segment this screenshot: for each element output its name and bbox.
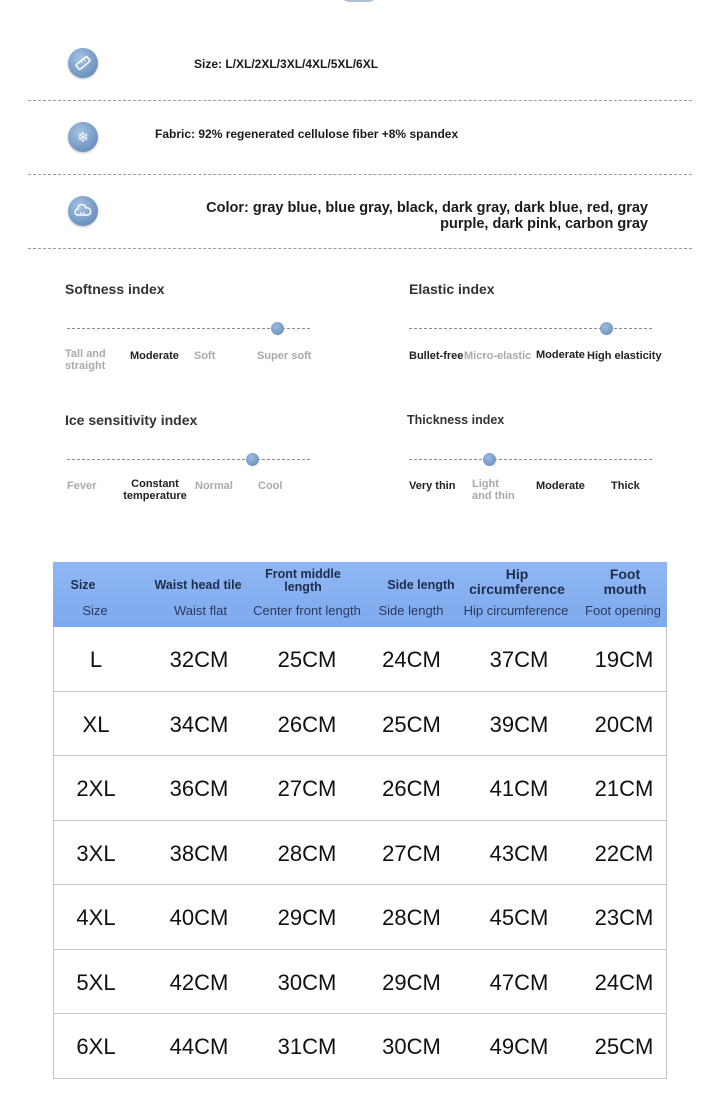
- cell-size: 6XL: [76, 1034, 116, 1059]
- elastic-level-2: Micro-elastic: [464, 350, 532, 362]
- elastic-knob: [600, 322, 613, 335]
- header-waist-sub: Waist flat: [174, 603, 227, 618]
- cell-foot: 21CM: [594, 776, 654, 801]
- softness-index-title: Softness index: [65, 281, 165, 297]
- softness-level-1: [65, 348, 106, 372]
- thickness-level-2-line-2: and thin: [472, 490, 515, 502]
- fabric-info: Fabric: 92% regenerated cellulose fiber +8% spandex: [155, 127, 459, 141]
- header-hip-sub: Hip circumference: [463, 603, 569, 618]
- header-foot-sub: Foot opening: [585, 603, 661, 618]
- softness-knob: [271, 322, 284, 335]
- ice-level-2: [120, 478, 190, 502]
- cell-front-length: 29CM: [277, 905, 337, 930]
- cell-waist: 38CM: [169, 840, 229, 866]
- cell-foot: 20CM: [594, 711, 654, 737]
- cell-front-length: 28CM: [277, 840, 337, 866]
- size-info: Size: L/XL/2XL/3XL/4XL/5XL/6XL: [194, 57, 379, 71]
- table-row: [53, 885, 667, 950]
- cell-size: L: [89, 647, 103, 672]
- cell-hip: 47CM: [489, 969, 549, 995]
- cell-hip: 41CM: [489, 776, 549, 801]
- color-info: [128, 200, 648, 232]
- divider: [28, 174, 692, 175]
- cell-side-length: 29CM: [382, 969, 441, 995]
- softness-level-1-line-1: Tall and: [65, 348, 106, 360]
- cell-side-length: 24CM: [382, 647, 441, 672]
- table-row: [53, 692, 667, 757]
- elastic-level-4: High elasticity: [587, 350, 662, 362]
- ice-index-title: Ice sensitivity index: [65, 412, 198, 428]
- cell-foot: 19CM: [594, 647, 654, 672]
- cell-side-length: 26CM: [382, 776, 441, 801]
- cell-waist: 36CM: [169, 776, 229, 801]
- table-row: [53, 950, 667, 1015]
- cell-front-length: 27CM: [277, 776, 337, 801]
- table-row: [53, 627, 667, 692]
- cell-side-length: 28CM: [382, 905, 441, 930]
- cell-waist: 40CM: [169, 905, 229, 930]
- header-hip-line-1: Hip: [505, 566, 529, 582]
- header-foot: [583, 567, 667, 597]
- cell-waist: 34CM: [169, 711, 229, 737]
- thickness-level-4: Thick: [611, 480, 640, 492]
- decorative-circle: [340, 0, 378, 2]
- cell-side-length: 30CM: [382, 1034, 441, 1059]
- table-row: [53, 821, 667, 886]
- cell-front-length: 25CM: [277, 647, 337, 672]
- ruler-icon: [68, 48, 98, 78]
- ice-level-2-line-2: temperature: [123, 490, 187, 502]
- cell-side-length: 25CM: [382, 711, 441, 737]
- color-info-line-1: Color: gray blue, blue gray, black, dark gray, dark blue, red, gray: [206, 200, 648, 216]
- header-size-sub: Size: [82, 603, 108, 618]
- size-chart-table: [53, 562, 667, 1079]
- header-front-length-line-2: length: [284, 580, 322, 594]
- elastic-level-3: Moderate: [536, 349, 585, 361]
- ice-level-2-line-1: Constant: [131, 478, 179, 490]
- ice-track: [67, 459, 310, 460]
- header-hip-line-2: circumference: [469, 581, 565, 597]
- color-info-line-2: purple, dark pink, carbon gray: [440, 216, 648, 232]
- cell-size: 4XL: [76, 905, 116, 930]
- thickness-level-3: Moderate: [536, 480, 585, 492]
- thickness-index-title: Thickness index: [407, 413, 505, 427]
- ice-knob: [246, 453, 259, 466]
- cell-size: 3XL: [76, 840, 116, 866]
- thickness-level-1: Very thin: [409, 480, 456, 492]
- cell-front-length: 31CM: [277, 1034, 337, 1059]
- thickness-knob: [483, 453, 496, 466]
- cell-side-length: 27CM: [382, 840, 441, 866]
- header-size: Size: [70, 578, 96, 592]
- cloud-icon: [68, 196, 98, 226]
- header-front-length-sub: Center front length: [253, 603, 361, 618]
- table-header: [53, 562, 667, 627]
- cell-hip: 43CM: [489, 840, 549, 866]
- cell-hip: 45CM: [489, 905, 549, 930]
- elastic-index-title: Elastic index: [409, 281, 495, 297]
- thickness-level-2: [472, 478, 515, 502]
- header-front-length: [248, 568, 358, 594]
- ice-level-1: Fever: [67, 480, 97, 492]
- cell-hip: 37CM: [489, 647, 549, 672]
- header-side-length: Side length: [387, 578, 455, 592]
- softness-level-1-line-2: straight: [65, 360, 106, 372]
- cell-foot: 23CM: [594, 905, 654, 930]
- divider: [28, 248, 692, 249]
- cell-waist: 44CM: [169, 1034, 229, 1059]
- softness-level-4: Super soft: [257, 350, 312, 362]
- softness-level-3: Soft: [194, 350, 216, 362]
- header-waist: Waist head tile: [154, 578, 242, 592]
- header-foot-line-2: mouth: [603, 581, 647, 597]
- cell-waist: 32CM: [169, 647, 229, 672]
- cell-size: 2XL: [76, 776, 116, 801]
- table-row: [53, 1014, 667, 1079]
- header-foot-line-1: Foot: [609, 566, 641, 582]
- cell-front-length: 30CM: [277, 969, 337, 995]
- thickness-level-2-line-1: Light: [472, 478, 499, 490]
- table-row: [53, 756, 667, 821]
- cell-foot: 25CM: [594, 1034, 654, 1059]
- cell-size: 5XL: [76, 969, 116, 995]
- elastic-level-1: Bullet-free: [409, 350, 464, 362]
- cell-hip: 49CM: [489, 1034, 549, 1059]
- header-front-length-line-1: Front middle: [265, 567, 341, 581]
- cell-hip: 39CM: [489, 711, 549, 737]
- elastic-track: [409, 328, 652, 329]
- divider: [28, 100, 692, 101]
- cell-front-length: 26CM: [277, 711, 337, 737]
- header-hip: [458, 567, 576, 597]
- cell-size: XL: [82, 711, 110, 737]
- cell-foot: 24CM: [594, 969, 654, 995]
- cell-waist: 42CM: [169, 969, 229, 995]
- ice-level-4: Cool: [258, 480, 283, 492]
- header-side-length-sub: Side length: [378, 603, 444, 618]
- snowflake-icon: ❄: [68, 122, 98, 152]
- ice-level-3: Normal: [195, 480, 233, 492]
- thickness-track: [409, 459, 652, 460]
- cell-foot: 22CM: [594, 840, 654, 866]
- table-body: [53, 627, 667, 1079]
- softness-level-2: Moderate: [130, 350, 179, 362]
